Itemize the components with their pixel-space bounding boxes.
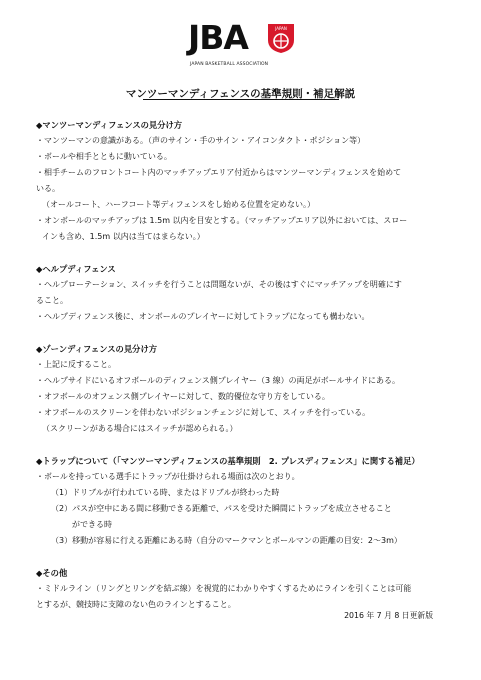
revision-date: 2016 年 7 月 8 日更新版 xyxy=(344,611,433,620)
text-line: インも含め、1.5m 以内は当てはまらない。） xyxy=(42,232,205,241)
text-line: ・オフボールのオフェンス側プレイヤーに対して、数的優位な守り方をしている。 xyxy=(36,392,330,401)
section-heading: ◆ゾーンディフェンスの見分け方 xyxy=(36,344,158,354)
page-title: マンツーマンディフェンスの基準規則・補足解説 xyxy=(125,88,356,100)
text-line: ・相手チームのフロントコート内のマッチアップエリア付近からはマンツーマンディフェンスを始めて xyxy=(36,168,402,177)
text-line: ・オフボールのスクリーンを伴わないポジションチェンジに対して、スイッチを行っている。 xyxy=(36,408,371,417)
text-line: ・マンツーマンの意識がある。（声のサイン・手のサイン・アイコンタクト・ポジション等） xyxy=(36,136,366,145)
text-line: （オールコート、ハーフコート等ディフェンスをし始める位置を定めない。） xyxy=(42,200,316,209)
section-heading: ◆トラップについて（「マンツーマンディフェンスの基準規則 2. プレスディフェンス」に関する補足） xyxy=(36,456,420,466)
section-zone-defense xyxy=(36,341,456,437)
logo-subtitle: JAPAN BASKETBALL ASSOCIATION xyxy=(190,62,269,67)
text-line: とするが、競技時に支障のない色のラインとすること。 xyxy=(36,600,236,609)
section-help-defense xyxy=(36,261,456,325)
jba-logo xyxy=(188,18,306,67)
text-line: ・上記に反すること。 xyxy=(36,360,116,369)
section-other xyxy=(36,565,456,613)
section-heading: ◆その他 xyxy=(36,568,68,578)
text-line: ・オンボールのマッチアップは 1.5m 以内を目安とする。（マッチアップエリア以外においては、スロー xyxy=(36,216,408,225)
text-line: ・ボールや相手とともに動いている。 xyxy=(36,152,172,161)
title-underline xyxy=(143,99,339,100)
text-line: （1）ドリブルが行われている時、またはドリブルが終わった時 xyxy=(51,488,280,497)
text-line: ・ヘルプディフェンス後に、オンボールのプレイヤーに対してトラップになっても構わない。 xyxy=(36,312,370,321)
text-line: （スクリーンがある場合にはスイッチが認められる。） xyxy=(42,424,238,433)
text-line: （2）パスが空中にある間に移動できる距離で、パスを受けた瞬間にトラップを成立させること xyxy=(51,504,392,513)
text-line: ・ヘルプサイドにいるオフボールのディフェンス側プレイヤー（3 線）の両足がボールサイドにある。 xyxy=(36,376,400,385)
text-line: （3）移動が容易に行える距離にある時（自分のマークマンとボールマンの距離の目安：2～3m） xyxy=(51,536,402,545)
section-heading: ◆マンツーマンディフェンスの見分け方 xyxy=(36,120,183,130)
text-line: ること。 xyxy=(36,296,68,305)
section-heading: ◆ヘルプディフェンス xyxy=(36,264,116,274)
text-line: いる。 xyxy=(36,184,60,193)
text-line: ができる時 xyxy=(72,520,112,529)
document-body xyxy=(36,117,456,629)
section-man-to-man xyxy=(36,117,456,245)
basketball-badge-icon xyxy=(266,22,296,54)
text-line: ・ミドルライン（リングとリングを結ぶ線）を視覚的にわかりやすくするためにラインを引くことは可能 xyxy=(36,584,412,593)
logo-text: JBA xyxy=(188,18,248,57)
text-line: ・ヘルプローテーション、スイッチを行うことは問題ないが、その後はすぐにマッチアップを明確にす xyxy=(36,280,402,289)
section-trap xyxy=(36,453,456,549)
text-line: ・ボールを持っている選手にトラップが仕掛けられる場面は次のとおり。 xyxy=(36,472,300,481)
svg-text:JAPAN: JAPAN xyxy=(275,26,287,31)
